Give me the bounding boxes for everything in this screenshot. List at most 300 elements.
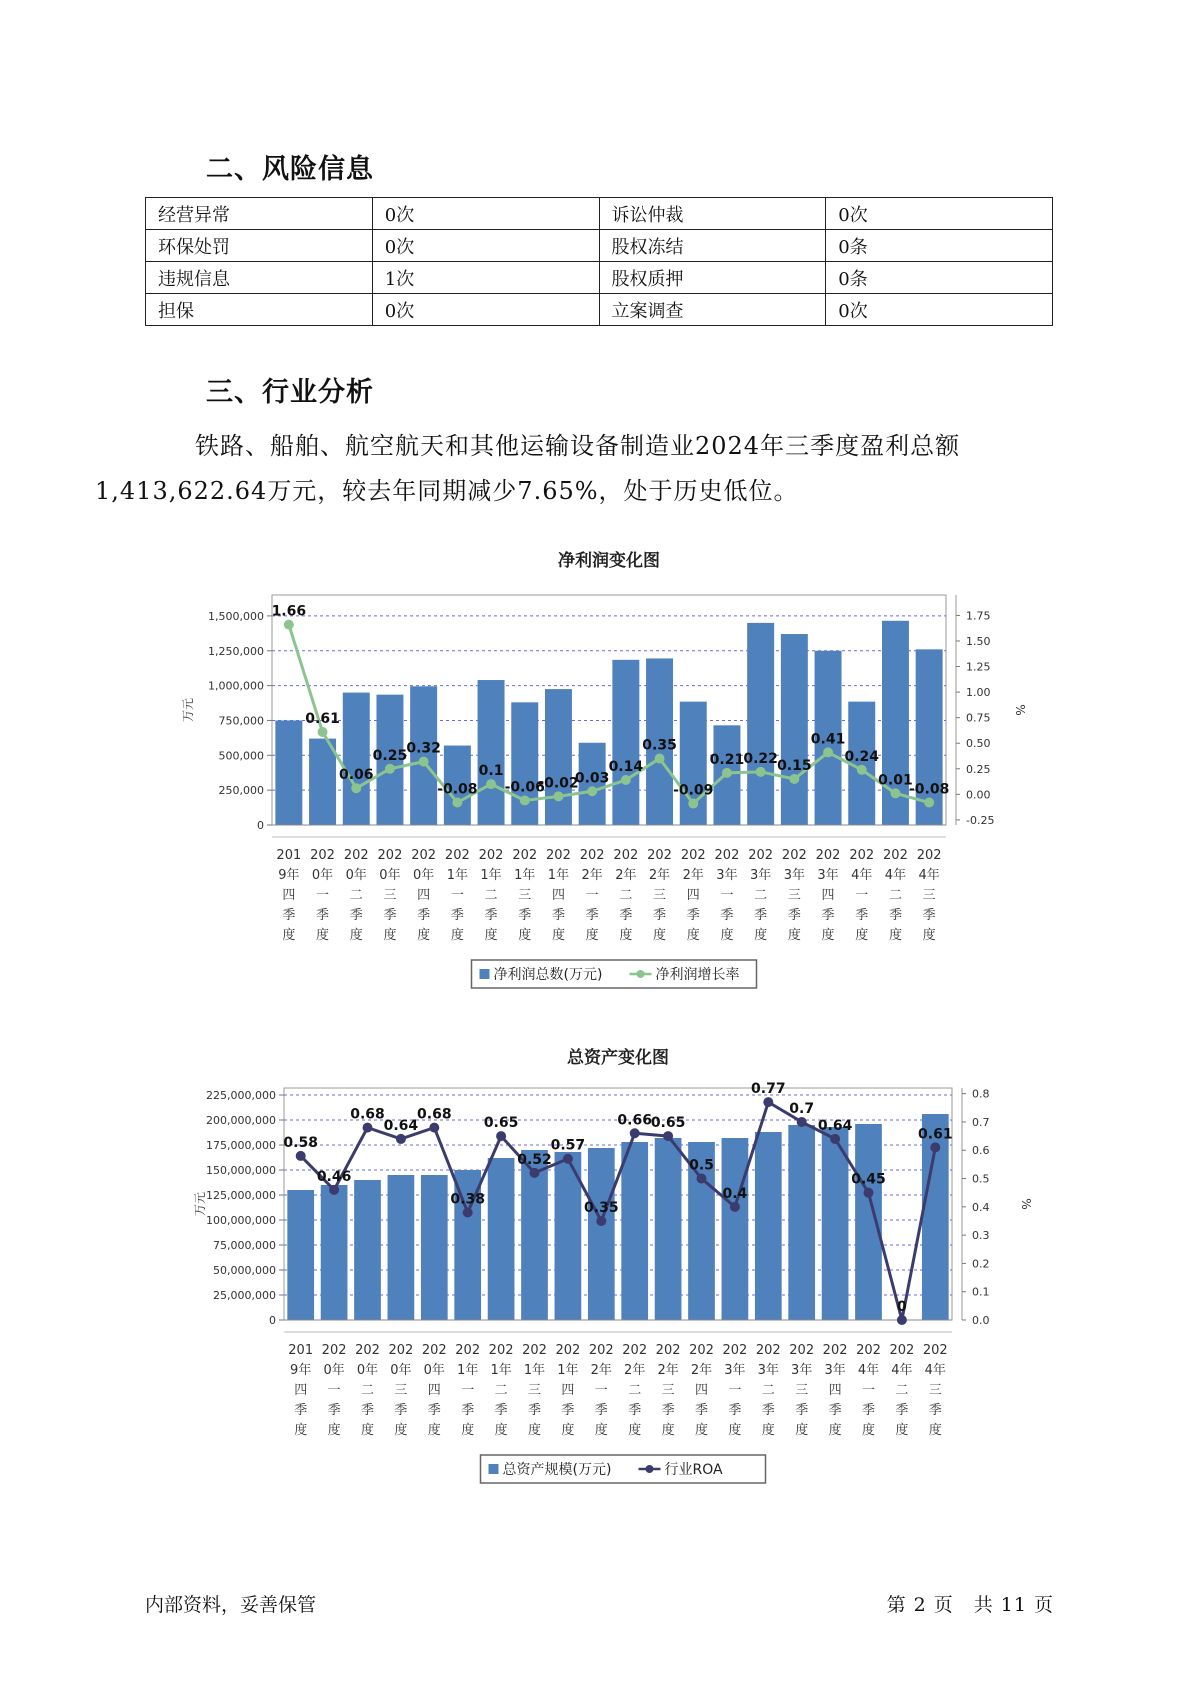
line-point bbox=[930, 1142, 940, 1152]
industry-section-title: 三、行业分析 bbox=[206, 377, 374, 408]
x-tick-label: 202 bbox=[815, 848, 841, 863]
chart-bar bbox=[755, 1132, 782, 1320]
y2-tick-label: 1.00 bbox=[966, 686, 991, 700]
line-point bbox=[697, 1174, 707, 1184]
x-tick-label: 度 bbox=[427, 1423, 441, 1438]
industry-paragraph bbox=[95, 424, 1045, 514]
x-tick-label: 202 bbox=[822, 1343, 848, 1358]
x-tick-label: 度 bbox=[461, 1423, 475, 1438]
x-tick-label: 202 bbox=[622, 1343, 648, 1358]
total-assets-chart bbox=[0, 1040, 1191, 1500]
y2-tick-label: 0.6 bbox=[972, 1144, 990, 1158]
data-label: 0.32 bbox=[406, 740, 441, 757]
chart-bar bbox=[781, 634, 808, 825]
x-tick-label: 202 bbox=[377, 848, 403, 863]
x-tick-label: 度 bbox=[922, 928, 936, 943]
y2-tick-label: 0.5 bbox=[972, 1172, 990, 1186]
table-cell-label: 经营异常 bbox=[146, 198, 373, 230]
data-label: 0.35 bbox=[584, 1199, 619, 1216]
x-tick-label: 二 bbox=[888, 888, 902, 903]
x-tick-label: 度 bbox=[861, 1423, 876, 1438]
table-cell-value: 0次 bbox=[372, 198, 599, 230]
x-tick-label: 2年 bbox=[682, 868, 704, 883]
x-tick-label: 202 bbox=[789, 1343, 815, 1358]
x-tick-label: 202 bbox=[343, 848, 369, 863]
x-tick-label: 三 bbox=[527, 1383, 542, 1398]
chart-title: 总资产变化图 bbox=[567, 1048, 669, 1068]
y-tick-label: 150,000,000 bbox=[206, 1164, 276, 1177]
line-point bbox=[553, 791, 563, 801]
line-point bbox=[630, 1128, 640, 1138]
y-tick-label: 250,000 bbox=[218, 784, 264, 798]
line-point bbox=[756, 767, 766, 777]
x-tick-label: 季 bbox=[754, 908, 768, 923]
data-label: 0.77 bbox=[751, 1081, 786, 1098]
x-tick-label: 季 bbox=[720, 908, 734, 923]
data-label: 0.68 bbox=[350, 1106, 385, 1123]
data-label: 0.57 bbox=[550, 1137, 586, 1154]
x-tick-label: 0年 bbox=[345, 868, 367, 883]
x-tick-label: 3年 bbox=[791, 1363, 813, 1378]
data-label: 0.06 bbox=[338, 767, 374, 784]
x-tick-label: 201 bbox=[276, 848, 302, 863]
x-tick-label: 四 bbox=[294, 1383, 308, 1398]
table-cell-value: 0次 bbox=[826, 294, 1053, 326]
line-point bbox=[452, 798, 462, 808]
line-point bbox=[520, 795, 530, 805]
x-tick-label: 度 bbox=[327, 1423, 341, 1438]
x-tick-label: 202 bbox=[421, 1343, 447, 1358]
line-point bbox=[621, 775, 631, 785]
table-cell-value: 0次 bbox=[826, 198, 1053, 230]
x-tick-label: 一 bbox=[327, 1383, 341, 1398]
x-tick-label: 202 bbox=[680, 848, 706, 863]
x-tick-label: 9年 bbox=[290, 1363, 312, 1378]
x-tick-label: 一 bbox=[594, 1383, 608, 1398]
x-tick-label: 季 bbox=[282, 908, 296, 923]
legend-line-marker bbox=[646, 1465, 654, 1473]
x-tick-label: 度 bbox=[628, 1423, 642, 1438]
chart-bar bbox=[343, 693, 370, 825]
line-point bbox=[890, 788, 900, 798]
x-tick-label: 202 bbox=[555, 1343, 581, 1358]
y-tick-label: 1,250,000 bbox=[208, 644, 264, 658]
x-tick-label: 202 bbox=[916, 848, 942, 863]
x-tick-label: 202 bbox=[714, 848, 740, 863]
x-tick-label: 202 bbox=[522, 1343, 547, 1358]
data-label: 0.03 bbox=[574, 770, 610, 787]
x-tick-label: 季 bbox=[427, 1403, 441, 1418]
x-tick-label: 三 bbox=[518, 888, 532, 903]
y2-tick-label: 0.75 bbox=[966, 711, 991, 725]
y-tick-label: 0 bbox=[257, 819, 264, 832]
x-tick-label: 3年 bbox=[724, 1363, 746, 1378]
x-tick-label: 3年 bbox=[757, 1363, 779, 1378]
x-tick-label: 季 bbox=[855, 908, 869, 923]
x-tick-label: 3年 bbox=[750, 868, 772, 883]
y2-tick-label: 1.75 bbox=[966, 609, 991, 623]
table-row bbox=[146, 230, 1053, 262]
y-tick-label: 125,000,000 bbox=[206, 1189, 276, 1202]
x-tick-label: 2年 bbox=[590, 1363, 612, 1378]
legend-bar-label: 总资产规模(万元) bbox=[502, 1462, 612, 1478]
x-tick-label: 三 bbox=[394, 1383, 408, 1398]
line-point bbox=[830, 1134, 840, 1144]
x-tick-label: 度 bbox=[720, 928, 734, 943]
x-tick-label: 二 bbox=[628, 1383, 642, 1398]
data-label: 0.58 bbox=[283, 1134, 318, 1151]
x-tick-label: 季 bbox=[895, 1403, 909, 1418]
x-tick-label: 一 bbox=[316, 888, 330, 903]
table-cell-value: 0次 bbox=[372, 230, 599, 262]
x-tick-label: 1年 bbox=[480, 868, 502, 883]
y2-tick-label: 0.25 bbox=[966, 762, 991, 776]
x-tick-label: 202 bbox=[411, 848, 437, 863]
line-point bbox=[789, 774, 799, 784]
x-tick-label: 一 bbox=[461, 1383, 475, 1398]
data-label: 0.7 bbox=[789, 1100, 815, 1117]
line-point bbox=[351, 783, 361, 793]
y2-tick-label: 0.00 bbox=[966, 788, 991, 802]
x-tick-label: 三 bbox=[653, 888, 667, 903]
x-tick-label: 202 bbox=[922, 1343, 948, 1358]
x-tick-label: 202 bbox=[355, 1343, 380, 1358]
x-tick-label: 二 bbox=[761, 1383, 775, 1398]
x-tick-label: 度 bbox=[694, 1423, 709, 1438]
y-tick-label: 50,000,000 bbox=[213, 1264, 276, 1277]
data-label: 1.66 bbox=[271, 603, 307, 620]
chart-bar bbox=[478, 680, 505, 825]
x-tick-label: 202 bbox=[512, 848, 538, 863]
y2-tick-label: 1.50 bbox=[966, 635, 991, 648]
x-tick-label: 季 bbox=[294, 1403, 308, 1418]
x-tick-label: 度 bbox=[888, 928, 902, 943]
x-tick-label: 度 bbox=[360, 1423, 375, 1438]
y-axis-label: 万元 bbox=[181, 697, 195, 723]
table-cell-label: 立案调查 bbox=[599, 294, 826, 326]
line-point bbox=[663, 1131, 673, 1141]
table-cell-value: 1次 bbox=[372, 262, 599, 294]
x-tick-label: 2年 bbox=[690, 1363, 713, 1378]
x-tick-label: 202 bbox=[755, 1343, 781, 1358]
y-tick-label: 500,000 bbox=[218, 749, 264, 763]
table-cell-label: 环保处罚 bbox=[146, 230, 373, 262]
chart-bar bbox=[321, 1185, 348, 1320]
x-tick-label: 度 bbox=[855, 928, 869, 943]
x-tick-label: 3年 bbox=[824, 1363, 846, 1378]
x-tick-label: 二 bbox=[349, 888, 363, 903]
x-tick-label: 二 bbox=[895, 1383, 909, 1398]
line-point bbox=[329, 1185, 339, 1195]
x-tick-label: 四 bbox=[417, 888, 431, 903]
x-tick-label: 季 bbox=[761, 1403, 775, 1418]
data-label: -0.06 bbox=[504, 779, 545, 796]
risk-section-title: 二、风险信息 bbox=[206, 154, 374, 185]
net-profit-chart bbox=[0, 540, 1191, 1000]
line-point bbox=[722, 768, 732, 778]
x-tick-label: 202 bbox=[655, 1343, 681, 1358]
x-tick-label: 度 bbox=[787, 928, 801, 943]
x-tick-label: 二 bbox=[754, 888, 768, 903]
x-tick-label: 202 bbox=[488, 1343, 514, 1358]
x-tick-label: 一 bbox=[861, 1383, 876, 1398]
x-tick-label: 度 bbox=[619, 928, 633, 943]
x-tick-label: 一 bbox=[585, 888, 599, 903]
footer-confidential-note: 内部资料，妥善保管 bbox=[145, 1594, 317, 1616]
y2-tick-label: 0.3 bbox=[972, 1229, 990, 1243]
x-tick-label: 四 bbox=[694, 1383, 709, 1398]
x-tick-label: 202 bbox=[849, 848, 875, 863]
x-tick-label: 二 bbox=[360, 1383, 375, 1398]
line-point bbox=[396, 1134, 406, 1144]
y-tick-label: 225,000,000 bbox=[206, 1089, 276, 1102]
chart-bar bbox=[545, 689, 572, 825]
x-tick-label: 季 bbox=[551, 908, 565, 923]
x-tick-label: 202 bbox=[444, 848, 470, 863]
y-tick-label: 1,000,000 bbox=[208, 679, 264, 693]
line-point bbox=[763, 1097, 773, 1107]
x-tick-label: 度 bbox=[417, 928, 431, 943]
x-tick-label: 度 bbox=[518, 928, 532, 943]
y2-tick-label: 0.0 bbox=[972, 1314, 990, 1327]
table-cell-label: 担保 bbox=[146, 294, 373, 326]
x-tick-label: 季 bbox=[383, 908, 397, 923]
x-tick-label: 三 bbox=[383, 888, 397, 903]
table-row bbox=[146, 294, 1053, 326]
x-tick-label: 季 bbox=[694, 1403, 709, 1418]
chart-bar bbox=[488, 1158, 515, 1320]
chart-bar bbox=[388, 1175, 415, 1320]
x-tick-label: 度 bbox=[661, 1423, 675, 1438]
x-tick-label: 季 bbox=[661, 1403, 675, 1418]
x-tick-label: 二 bbox=[494, 1383, 508, 1398]
x-tick-label: 度 bbox=[895, 1423, 909, 1438]
data-label: 0.52 bbox=[517, 1151, 552, 1168]
x-tick-label: 度 bbox=[349, 928, 363, 943]
y2-tick-label: 0.1 bbox=[972, 1285, 990, 1299]
line-point bbox=[496, 1131, 506, 1141]
x-tick-label: 季 bbox=[821, 908, 835, 923]
data-label: -0.08 bbox=[908, 781, 950, 798]
data-label: 0.14 bbox=[608, 759, 644, 776]
x-tick-label: 2年 bbox=[581, 868, 603, 883]
y-tick-label: 175,000,000 bbox=[206, 1139, 276, 1152]
data-label: 0.46 bbox=[316, 1168, 352, 1185]
x-tick-label: 季 bbox=[417, 908, 431, 923]
x-tick-label: 四 bbox=[686, 888, 700, 903]
y2-tick-label: 0.2 bbox=[972, 1257, 990, 1271]
chart-bar bbox=[287, 1190, 314, 1320]
x-tick-label: 202 bbox=[546, 848, 571, 863]
y2-tick-label: -0.25 bbox=[966, 813, 995, 827]
x-tick-label: 1年 bbox=[557, 1363, 579, 1378]
paragraph-line-2: 1,413,622.64万元，较去年同期减少7.65%，处于历史低位。 bbox=[95, 477, 799, 505]
x-tick-label: 0年 bbox=[413, 868, 435, 883]
x-tick-label: 4年 bbox=[924, 1363, 946, 1378]
chart-bar bbox=[722, 1138, 749, 1320]
x-tick-label: 度 bbox=[594, 1423, 608, 1438]
x-tick-label: 3年 bbox=[716, 868, 738, 883]
y-tick-label: 750,000 bbox=[218, 714, 264, 728]
x-tick-label: 季 bbox=[394, 1403, 408, 1418]
data-label: -0.02 bbox=[538, 775, 579, 792]
x-tick-label: 201 bbox=[288, 1343, 314, 1358]
legend-line-label: 净利润增长率 bbox=[655, 967, 740, 983]
x-tick-label: 1年 bbox=[446, 868, 468, 883]
y-tick-label: 200,000,000 bbox=[206, 1114, 276, 1127]
x-tick-label: 2年 bbox=[648, 868, 671, 883]
x-tick-label: 1年 bbox=[490, 1363, 512, 1378]
line-point bbox=[587, 786, 597, 796]
x-tick-label: 202 bbox=[781, 848, 807, 863]
x-tick-label: 度 bbox=[527, 1423, 542, 1438]
x-tick-label: 度 bbox=[585, 928, 599, 943]
x-tick-label: 202 bbox=[647, 848, 672, 863]
x-tick-label: 四 bbox=[551, 888, 565, 903]
x-tick-label: 2年 bbox=[615, 868, 637, 883]
x-tick-label: 度 bbox=[761, 1423, 775, 1438]
chart-bar bbox=[855, 1124, 882, 1320]
x-tick-label: 度 bbox=[551, 928, 565, 943]
x-tick-label: 1年 bbox=[457, 1363, 479, 1378]
line-point bbox=[419, 757, 429, 767]
line-point bbox=[688, 799, 698, 809]
line-point bbox=[486, 779, 496, 789]
x-tick-label: 四 bbox=[561, 1383, 575, 1398]
y-tick-label: 75,000,000 bbox=[213, 1239, 276, 1252]
data-label: 0.35 bbox=[642, 737, 677, 754]
line-point bbox=[596, 1216, 606, 1226]
chart-bar bbox=[788, 1125, 815, 1320]
x-tick-label: 季 bbox=[628, 1403, 642, 1418]
x-tick-label: 度 bbox=[316, 928, 330, 943]
x-tick-label: 度 bbox=[828, 1423, 842, 1438]
line-point bbox=[284, 620, 294, 630]
x-tick-label: 四 bbox=[828, 1383, 842, 1398]
table-cell-value: 0条 bbox=[826, 262, 1053, 294]
x-tick-label: 202 bbox=[455, 1343, 481, 1358]
x-tick-label: 季 bbox=[787, 908, 801, 923]
x-tick-label: 一 bbox=[855, 888, 869, 903]
data-label: 0.38 bbox=[450, 1191, 485, 1208]
x-tick-label: 202 bbox=[613, 848, 639, 863]
y2-tick-label: 0.7 bbox=[972, 1115, 990, 1129]
paragraph-line-1: 铁路、船舶、航空航天和其他运输设备制造业2024年三季度盈利总额 bbox=[195, 432, 961, 460]
chart-bar bbox=[309, 739, 336, 825]
table-cell-label: 违规信息 bbox=[146, 262, 373, 294]
x-tick-label: 季 bbox=[316, 908, 330, 923]
line-point bbox=[823, 747, 833, 757]
data-label: 0.4 bbox=[722, 1185, 748, 1202]
data-label: -0.09 bbox=[673, 782, 714, 799]
x-tick-label: 三 bbox=[795, 1383, 809, 1398]
chart-bar bbox=[612, 660, 639, 825]
x-tick-label: 度 bbox=[294, 1423, 308, 1438]
x-tick-label: 1年 bbox=[523, 1363, 546, 1378]
x-tick-label: 3年 bbox=[817, 868, 839, 883]
x-tick-label: 三 bbox=[787, 888, 801, 903]
x-tick-label: 季 bbox=[349, 908, 363, 923]
chart-bar bbox=[354, 1180, 381, 1320]
table-cell-label: 股权质押 bbox=[599, 262, 826, 294]
x-tick-label: 度 bbox=[450, 928, 464, 943]
x-tick-label: 季 bbox=[828, 1403, 842, 1418]
line-point bbox=[864, 1188, 874, 1198]
y-tick-label: 100,000,000 bbox=[206, 1214, 276, 1227]
data-label: 0.22 bbox=[743, 750, 778, 767]
x-tick-label: 四 bbox=[821, 888, 835, 903]
y2-tick-label: 0.4 bbox=[972, 1200, 990, 1214]
x-tick-label: 度 bbox=[282, 928, 296, 943]
x-tick-label: 三 bbox=[928, 1383, 942, 1398]
data-label: 0.24 bbox=[844, 748, 880, 765]
x-tick-label: 2年 bbox=[624, 1363, 646, 1378]
table-row bbox=[146, 198, 1053, 230]
data-label: 0.5 bbox=[689, 1157, 714, 1174]
x-tick-label: 0年 bbox=[390, 1363, 412, 1378]
line-point bbox=[318, 727, 328, 737]
y-tick-label: 0 bbox=[269, 1314, 276, 1327]
x-tick-label: 202 bbox=[388, 1343, 414, 1358]
x-tick-label: 度 bbox=[484, 928, 498, 943]
x-tick-label: 一 bbox=[728, 1383, 742, 1398]
x-tick-label: 0年 bbox=[423, 1363, 445, 1378]
data-label: 0.01 bbox=[878, 772, 913, 789]
line-point bbox=[897, 1315, 907, 1325]
data-label: 0.1 bbox=[478, 763, 504, 780]
data-label: 0.61 bbox=[305, 710, 340, 727]
data-label: 0.21 bbox=[709, 751, 745, 768]
x-tick-label: 二 bbox=[619, 888, 633, 903]
y-tick-label: 25,000,000 bbox=[213, 1289, 276, 1302]
chart-bar bbox=[747, 623, 774, 825]
legend-line-label: 行业ROA bbox=[664, 1462, 723, 1478]
x-tick-label: 三 bbox=[922, 888, 936, 903]
data-label: -0.08 bbox=[437, 781, 478, 798]
data-label: 0.66 bbox=[617, 1112, 652, 1129]
data-label: 0.64 bbox=[383, 1117, 419, 1134]
x-tick-label: 度 bbox=[928, 1423, 942, 1438]
data-label: 0.25 bbox=[372, 747, 408, 764]
risk-info-table bbox=[145, 197, 1053, 326]
line-point bbox=[385, 764, 395, 774]
x-tick-label: 二 bbox=[484, 888, 498, 903]
line-point bbox=[530, 1168, 540, 1178]
x-tick-label: 一 bbox=[450, 888, 464, 903]
x-tick-label: 季 bbox=[450, 908, 464, 923]
line-point bbox=[363, 1123, 373, 1133]
footer-page-number: 第 2 页 共 11 页 bbox=[886, 1594, 1054, 1616]
legend-bar-label: 净利润总数(万元) bbox=[493, 967, 603, 983]
x-tick-label: 季 bbox=[585, 908, 599, 923]
y2-axis-label: % bbox=[1019, 1198, 1033, 1210]
x-tick-label: 季 bbox=[861, 1403, 876, 1418]
data-label: 0 bbox=[897, 1299, 907, 1315]
x-tick-label: 季 bbox=[518, 908, 532, 923]
x-tick-label: 度 bbox=[561, 1423, 575, 1438]
table-row bbox=[146, 262, 1053, 294]
x-tick-label: 一 bbox=[720, 888, 734, 903]
x-tick-label: 1年 bbox=[547, 868, 570, 883]
table-cell-value: 0条 bbox=[826, 230, 1053, 262]
chart-bar bbox=[421, 1175, 448, 1320]
x-tick-label: 季 bbox=[922, 908, 936, 923]
x-tick-label: 202 bbox=[321, 1343, 347, 1358]
x-tick-label: 202 bbox=[722, 1343, 748, 1358]
x-tick-label: 四 bbox=[282, 888, 296, 903]
x-tick-label: 9年 bbox=[278, 868, 300, 883]
data-label: 0.65 bbox=[483, 1115, 519, 1132]
